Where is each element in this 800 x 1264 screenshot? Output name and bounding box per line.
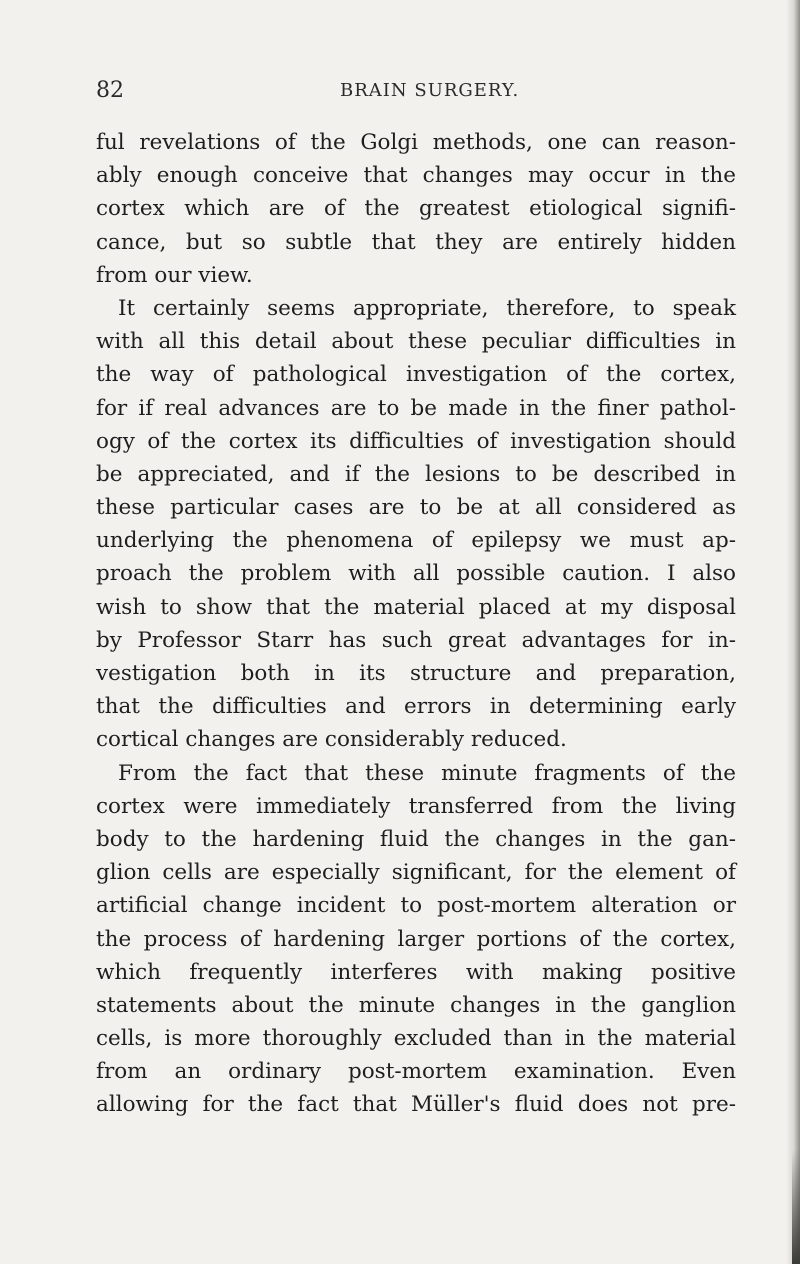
text-line: be appreciated, and if the lesions to be described in	[96, 461, 736, 487]
page-edge-shadow	[786, 0, 800, 1264]
text-line: cance, but so subtle that they are entirely hidden	[96, 229, 736, 255]
text-line: for if real advances are to be made in the finer pathol-	[96, 395, 736, 421]
text-line: ful revelations of the Golgi methods, one can reason-	[96, 130, 736, 155]
text-line: with all this detail about these peculiar difficulties in	[96, 329, 736, 355]
text-line: cortex were immediately transferred from the living	[96, 793, 736, 819]
text-line: cortex which are of the greatest etiological signifi-	[96, 196, 736, 222]
text-line: which frequently interferes with making positive	[96, 959, 736, 985]
text-line: underlying the phenomena of epilepsy we must ap-	[96, 528, 736, 554]
page-edge-shadow-bottom	[792, 1150, 800, 1264]
text-line: these particular cases are to be at all considered as	[96, 495, 736, 521]
text-line: From the fact that these minute fragments of the	[118, 760, 736, 786]
text-line: statements about the minute changes in the ganglion	[96, 992, 736, 1018]
running-head	[96, 78, 736, 108]
page-number: 82	[96, 78, 124, 103]
text-line: from our view.	[96, 262, 253, 288]
text-line: proach the problem with all possible caution. I also	[96, 561, 736, 587]
text-line: the process of hardening larger portions of the cortex,	[96, 926, 736, 952]
text-line: ogy of the cortex its difficulties of investigation should	[96, 428, 736, 454]
text-line: glion cells are especially significant, for the element of	[96, 860, 736, 886]
text-line: wish to show that the material placed at my disposal	[96, 594, 736, 620]
text-line: ably enough conceive that changes may occur in the	[96, 163, 736, 189]
text-line: vestigation both in its structure and preparation,	[96, 661, 736, 686]
body-text	[96, 126, 736, 1122]
text-line: from an ordinary post-mortem examination. Even	[96, 1059, 736, 1085]
text-line: the way of pathological investigation of the cortex,	[96, 362, 736, 388]
text-line: It certainly seems appropriate, therefore, to speak	[118, 295, 736, 321]
text-line: cortical changes are considerably reduced.	[96, 727, 567, 753]
text-line: cells, is more thoroughly excluded than in the material	[96, 1026, 736, 1052]
running-title: BRAIN SURGERY.	[340, 80, 520, 101]
text-line: body to the hardening fluid the changes in the gan-	[96, 826, 736, 852]
text-line: that the difficulties and errors in determining early	[96, 694, 736, 720]
text-line: artificial change incident to post-mortem alteration or	[96, 893, 736, 919]
text-line: by Professor Starr has such great advantages for in-	[96, 627, 736, 653]
text-line: allowing for the fact that Müller's fluid does not pre-	[96, 1092, 736, 1118]
